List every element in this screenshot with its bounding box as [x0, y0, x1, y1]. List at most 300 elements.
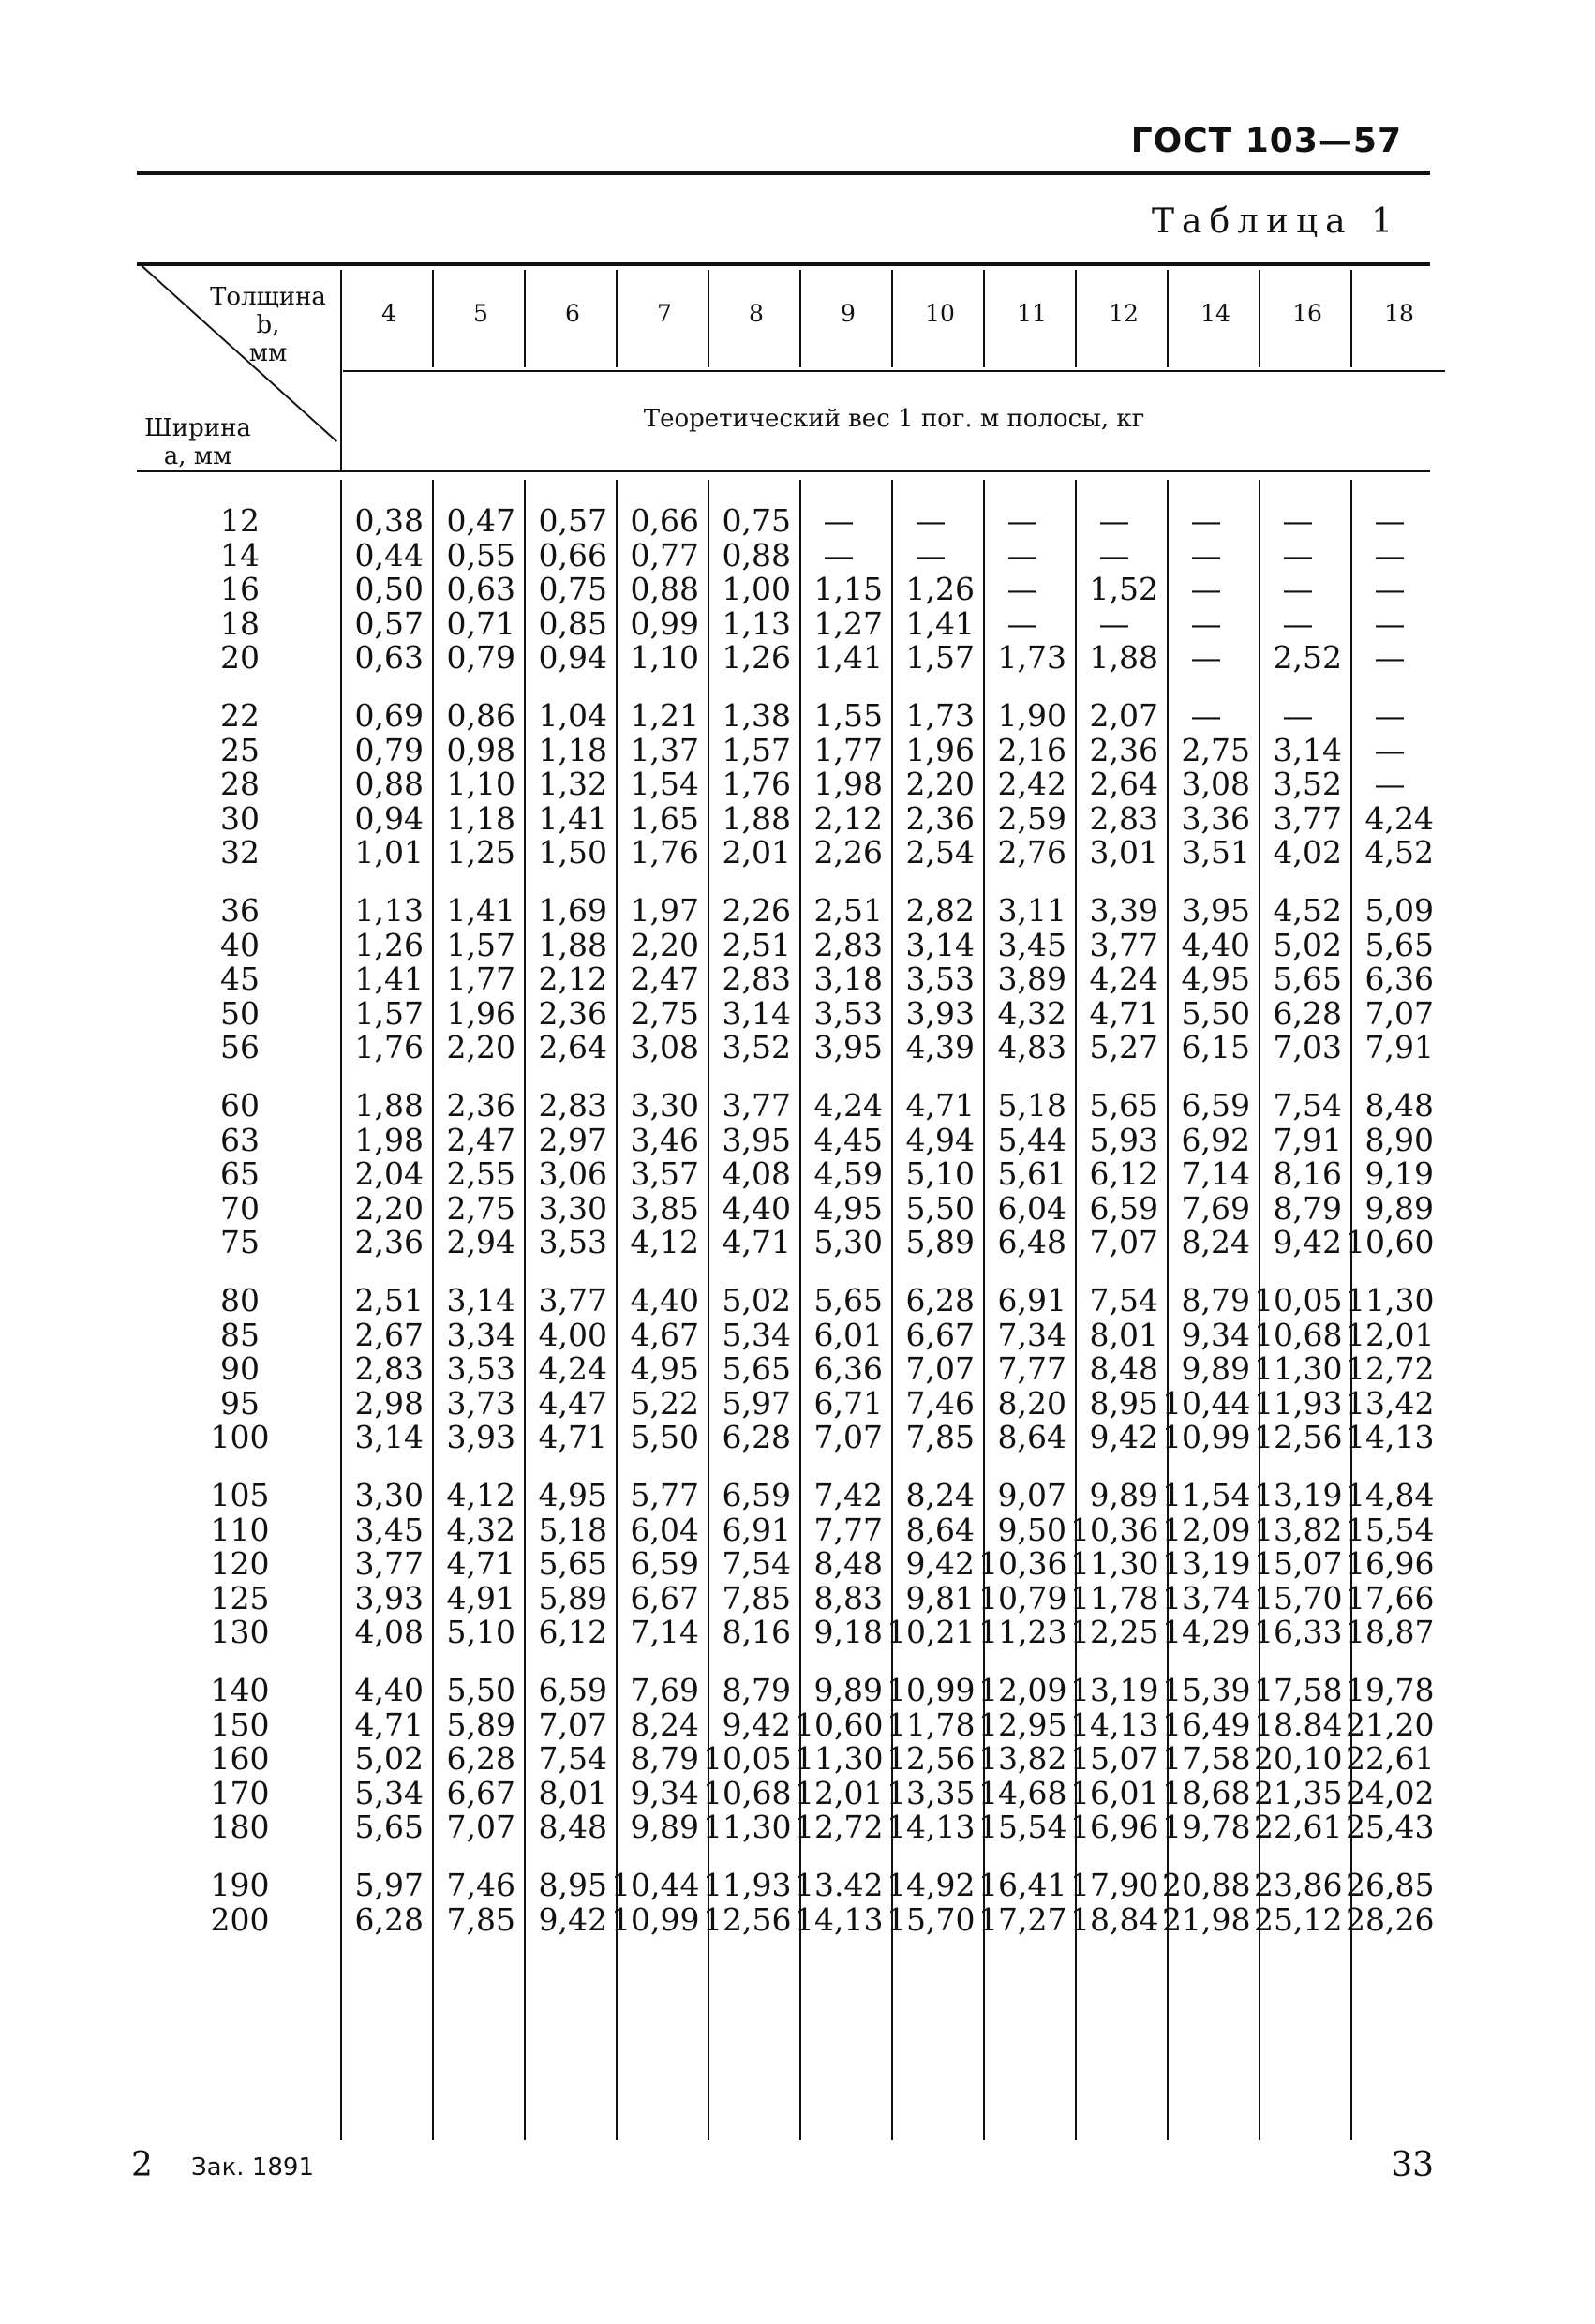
cell-w30-t10: 2,36	[905, 799, 975, 837]
cell-w14-t4: 0,44	[354, 536, 424, 574]
cell-w150-t14: 16,49	[1162, 1706, 1251, 1743]
cell-w90-t12: 8,48	[1089, 1350, 1158, 1388]
cell-w50-t18: 7,07	[1364, 994, 1434, 1032]
cell-w63-t9: 4,45	[813, 1121, 883, 1158]
cell-w90-t16: 11,30	[1254, 1350, 1343, 1388]
cell-w56-t14: 6,15	[1181, 1029, 1250, 1066]
cell-w190-t12: 17,90	[1070, 1867, 1159, 1903]
cell-w90-t14: 9,89	[1181, 1350, 1250, 1388]
cell-w100-t12: 9,42	[1089, 1419, 1158, 1456]
cell-w70-t11: 6,04	[997, 1189, 1066, 1227]
cell-w140-t12: 13,19	[1070, 1672, 1159, 1708]
cell-w90-t11: 7,77	[997, 1350, 1066, 1388]
cell-w180-t14: 19,78	[1162, 1809, 1251, 1846]
cell-w63-t4: 1,98	[354, 1121, 424, 1158]
cell-w95-t14: 10,44	[1162, 1384, 1251, 1422]
cell-w105-t14: 11,54	[1162, 1477, 1251, 1513]
cell-w28-t4: 0,88	[354, 766, 424, 803]
corner-width-line-1: а, мм	[163, 442, 232, 470]
cell-w160-t10: 12,56	[887, 1740, 976, 1778]
cell-w30-t9: 2,12	[813, 799, 883, 837]
cell-w20-t7: 1,10	[630, 639, 699, 677]
cell-w36-t12: 3,39	[1089, 892, 1158, 929]
cell-w32-t11: 2,76	[997, 834, 1066, 872]
cell-w63-t6: 2,97	[538, 1121, 607, 1158]
cell-w45-t7: 2,47	[630, 961, 699, 998]
cell-w170-t8: 10,68	[703, 1774, 792, 1811]
cell-w200-t18: 28,26	[1346, 1900, 1435, 1938]
thickness-col-16: 16	[1292, 300, 1322, 327]
cell-w85-t10: 6,67	[905, 1316, 975, 1353]
cell-w150-t5: 5,89	[446, 1706, 515, 1743]
cell-w140-t4: 4,40	[354, 1672, 424, 1708]
cell-w30-t8: 1,88	[722, 799, 791, 837]
cell-w170-t10: 13,35	[887, 1774, 976, 1811]
cell-w100-t16: 12,56	[1254, 1419, 1343, 1456]
cell-w105-t16: 13,19	[1254, 1477, 1343, 1513]
cell-w70-t4: 2,20	[354, 1189, 424, 1227]
cell-w60-t8: 3,77	[722, 1087, 791, 1124]
cell-w50-t10: 3,93	[905, 994, 975, 1032]
cell-w125-t7: 6,67	[630, 1579, 699, 1616]
cell-w36-t8: 2,26	[722, 892, 791, 929]
cell-w190-t7: 10,44	[611, 1867, 700, 1903]
cell-w25-t8: 1,57	[722, 731, 791, 768]
cell-w18-t18: —	[1374, 604, 1406, 642]
thickness-col-4: 4	[381, 300, 396, 327]
cell-w130-t9: 9,18	[813, 1614, 883, 1651]
cell-w22-t18: —	[1374, 697, 1406, 734]
row-width-20: 20	[220, 639, 260, 677]
cell-w85-t12: 8,01	[1089, 1316, 1158, 1353]
cell-w32-t9: 2,26	[813, 834, 883, 872]
cell-w56-t10: 4,39	[905, 1029, 975, 1066]
cell-w70-t6: 3,30	[538, 1189, 607, 1227]
row-width-63: 63	[220, 1121, 260, 1158]
cell-w18-t7: 0,99	[630, 604, 699, 642]
cell-w65-t5: 2,55	[446, 1155, 515, 1193]
cell-w25-t10: 1,96	[905, 731, 975, 768]
cell-w32-t7: 1,76	[630, 834, 699, 872]
cell-w75-t5: 2,94	[446, 1224, 515, 1261]
cell-w45-t9: 3,18	[813, 961, 883, 998]
cell-w65-t8: 4,08	[722, 1155, 791, 1193]
cell-w75-t9: 5,30	[813, 1224, 883, 1261]
cell-w30-t18: 4,24	[1364, 799, 1434, 837]
cell-w125-t9: 8,83	[813, 1579, 883, 1616]
row-width-160: 160	[210, 1740, 270, 1778]
row-width-140: 140	[210, 1672, 270, 1708]
row-width-22: 22	[220, 697, 260, 734]
cell-w14-t7: 0,77	[630, 536, 699, 574]
cell-w105-t18: 14,84	[1346, 1477, 1435, 1513]
thickness-col-12: 12	[1109, 300, 1139, 327]
thickness-col-9: 9	[841, 300, 856, 327]
cell-w110-t6: 5,18	[538, 1511, 607, 1548]
cell-w65-t10: 5,10	[905, 1155, 975, 1193]
cell-w28-t9: 1,98	[813, 766, 883, 803]
cell-w12-t4: 0,38	[354, 502, 424, 539]
cell-w80-t10: 6,28	[905, 1282, 975, 1318]
corner-width-line-0: Ширина	[144, 414, 251, 442]
cell-w150-t10: 11,78	[887, 1706, 976, 1743]
cell-w14-t16: —	[1282, 536, 1314, 574]
cell-w125-t6: 5,89	[538, 1579, 607, 1616]
cell-w45-t10: 3,53	[905, 961, 975, 998]
cell-w85-t8: 5,34	[722, 1316, 791, 1353]
cell-w22-t5: 0,86	[446, 697, 515, 734]
cell-w25-t14: 2,75	[1181, 731, 1250, 768]
cell-w110-t7: 6,04	[630, 1511, 699, 1548]
cell-w18-t4: 0,57	[354, 604, 424, 642]
cell-w18-t16: —	[1282, 604, 1314, 642]
cell-w16-t9: 1,15	[813, 571, 883, 608]
cell-w70-t18: 9,89	[1364, 1189, 1434, 1227]
row-width-32: 32	[220, 834, 260, 872]
cell-w16-t10: 1,26	[905, 571, 975, 608]
value-caption: Теоретический вес 1 пог. м полосы, кг	[643, 405, 1145, 433]
cell-w45-t8: 2,83	[722, 961, 791, 998]
cell-w56-t7: 3,08	[630, 1029, 699, 1066]
cell-w16-t6: 0,75	[538, 571, 607, 608]
cell-w40-t5: 1,57	[446, 926, 515, 963]
cell-w110-t10: 8,64	[905, 1511, 975, 1548]
header-mid-rule	[343, 370, 1445, 372]
cell-w95-t11: 8,20	[997, 1384, 1066, 1422]
cell-w50-t8: 3,14	[722, 994, 791, 1032]
cell-w16-t5: 0,63	[446, 571, 515, 608]
cell-w105-t7: 5,77	[630, 1477, 699, 1513]
cell-w56-t6: 2,64	[538, 1029, 607, 1066]
row-width-25: 25	[220, 731, 260, 768]
cell-w90-t10: 7,07	[905, 1350, 975, 1388]
cell-w30-t16: 3,77	[1273, 799, 1342, 837]
cell-w45-t6: 2,12	[538, 961, 607, 998]
cell-w20-t10: 1,57	[905, 639, 975, 677]
cell-w170-t7: 9,34	[630, 1774, 699, 1811]
row-width-70: 70	[220, 1189, 260, 1227]
row-width-150: 150	[210, 1706, 270, 1743]
cell-w30-t6: 1,41	[538, 799, 607, 837]
cell-w20-t9: 1,41	[813, 639, 883, 677]
cell-w28-t10: 2,20	[905, 766, 975, 803]
cell-w170-t12: 16,01	[1070, 1774, 1159, 1811]
cell-w100-t10: 7,85	[905, 1419, 975, 1456]
cell-w28-t18: —	[1374, 766, 1406, 803]
cell-w95-t12: 8,95	[1089, 1384, 1158, 1422]
cell-w170-t11: 14,68	[978, 1774, 1067, 1811]
cell-w50-t12: 4,71	[1089, 994, 1158, 1032]
cell-w60-t14: 6,59	[1181, 1087, 1250, 1124]
cell-w28-t14: 3,08	[1181, 766, 1250, 803]
cell-w160-t7: 8,79	[630, 1740, 699, 1778]
cell-w170-t4: 5,34	[354, 1774, 424, 1811]
cell-w36-t11: 3,11	[997, 892, 1066, 929]
cell-w100-t6: 4,71	[538, 1419, 607, 1456]
cell-w45-t16: 5,65	[1273, 961, 1342, 998]
cell-w50-t4: 1,57	[354, 994, 424, 1032]
cell-w63-t11: 5,44	[997, 1121, 1066, 1158]
cell-w105-t12: 9,89	[1089, 1477, 1158, 1513]
cell-w60-t5: 2,36	[446, 1087, 515, 1124]
cell-w16-t16: —	[1282, 571, 1314, 608]
cell-w32-t10: 2,54	[905, 834, 975, 872]
cell-w130-t10: 10,21	[887, 1614, 976, 1651]
cell-w120-t14: 13,19	[1162, 1545, 1251, 1583]
cell-w25-t6: 1,18	[538, 731, 607, 768]
cell-w63-t14: 6,92	[1181, 1121, 1250, 1158]
cell-w100-t11: 8,64	[997, 1419, 1066, 1456]
cell-w12-t8: 0,75	[722, 502, 791, 539]
cell-w75-t16: 9,42	[1273, 1224, 1342, 1261]
cell-w170-t16: 21,35	[1254, 1774, 1343, 1811]
cell-w20-t16: 2,52	[1273, 639, 1342, 677]
cell-w100-t7: 5,50	[630, 1419, 699, 1456]
cell-w36-t16: 4,52	[1273, 892, 1342, 929]
cell-w180-t12: 16,96	[1070, 1809, 1159, 1846]
cell-w160-t8: 10,05	[703, 1740, 792, 1778]
cell-w100-t8: 6,28	[722, 1419, 791, 1456]
cell-w56-t18: 7,91	[1364, 1029, 1434, 1066]
cell-w12-t6: 0,57	[538, 502, 607, 539]
cell-w60-t12: 5,65	[1089, 1087, 1158, 1124]
cell-w80-t11: 6,91	[997, 1282, 1066, 1318]
cell-w125-t18: 17,66	[1346, 1579, 1435, 1616]
corner-thickness-label	[193, 283, 343, 367]
cell-w30-t11: 2,59	[997, 799, 1066, 837]
cell-w56-t4: 1,76	[354, 1029, 424, 1066]
cell-w25-t18: —	[1374, 731, 1406, 768]
cell-w56-t16: 7,03	[1273, 1029, 1342, 1066]
cell-w150-t16: 18.84	[1254, 1706, 1343, 1743]
cell-w75-t6: 3,53	[538, 1224, 607, 1261]
cell-w14-t11: —	[1006, 536, 1038, 574]
cell-w45-t12: 4,24	[1089, 961, 1158, 998]
cell-w80-t16: 10,05	[1254, 1282, 1343, 1318]
cell-w200-t7: 10,99	[611, 1900, 700, 1938]
cell-w190-t16: 23,86	[1254, 1867, 1343, 1903]
cell-w56-t8: 3,52	[722, 1029, 791, 1066]
cell-w40-t10: 3,14	[905, 926, 975, 963]
cell-w95-t7: 5,22	[630, 1384, 699, 1422]
cell-w125-t12: 11,78	[1070, 1579, 1159, 1616]
cell-w75-t10: 5,89	[905, 1224, 975, 1261]
cell-w80-t5: 3,14	[446, 1282, 515, 1318]
cell-w50-t14: 5,50	[1181, 994, 1250, 1032]
cell-w160-t12: 15,07	[1070, 1740, 1159, 1778]
cell-w200-t9: 14,13	[795, 1900, 884, 1938]
row-width-18: 18	[220, 604, 260, 642]
cell-w18-t5: 0,71	[446, 604, 515, 642]
cell-w85-t6: 4,00	[538, 1316, 607, 1353]
cell-w120-t7: 6,59	[630, 1545, 699, 1583]
cell-w95-t4: 2,98	[354, 1384, 424, 1422]
cell-w32-t12: 3,01	[1089, 834, 1158, 872]
cell-w200-t14: 21,98	[1162, 1900, 1251, 1938]
cell-w105-t8: 6,59	[722, 1477, 791, 1513]
cell-w140-t9: 9,89	[813, 1672, 883, 1708]
cell-w60-t16: 7,54	[1273, 1087, 1342, 1124]
cell-w180-t4: 5,65	[354, 1809, 424, 1846]
cell-w120-t5: 4,71	[446, 1545, 515, 1583]
cell-w85-t14: 9,34	[1181, 1316, 1250, 1353]
cell-w85-t5: 3,34	[446, 1316, 515, 1353]
cell-w160-t18: 22,61	[1346, 1740, 1435, 1778]
cell-w140-t16: 17,58	[1254, 1672, 1343, 1708]
cell-w75-t18: 10,60	[1346, 1224, 1435, 1261]
cell-w90-t9: 6,36	[813, 1350, 883, 1388]
cell-w16-t4: 0,50	[354, 571, 424, 608]
sheet-mark: 2	[131, 2146, 153, 2184]
row-width-105: 105	[210, 1477, 270, 1513]
row-width-95: 95	[220, 1384, 260, 1422]
cell-w190-t11: 16,41	[978, 1867, 1067, 1903]
cell-w120-t16: 15,07	[1254, 1545, 1343, 1583]
cell-w200-t4: 6,28	[354, 1900, 424, 1938]
cell-w45-t4: 1,41	[354, 961, 424, 998]
cell-w105-t5: 4,12	[446, 1477, 515, 1513]
cell-w36-t5: 1,41	[446, 892, 515, 929]
cell-w16-t11: —	[1006, 571, 1038, 608]
row-width-120: 120	[210, 1545, 270, 1583]
row-width-16: 16	[220, 571, 260, 608]
row-width-60: 60	[220, 1087, 260, 1124]
cell-w25-t4: 0,79	[354, 731, 424, 768]
cell-w110-t14: 12,09	[1162, 1511, 1251, 1548]
cell-w150-t8: 9,42	[722, 1706, 791, 1743]
cell-w95-t5: 3,73	[446, 1384, 515, 1422]
cell-w40-t11: 3,45	[997, 926, 1066, 963]
page-number: 33	[1391, 2146, 1434, 2184]
cell-w75-t14: 8,24	[1181, 1224, 1250, 1261]
cell-w140-t7: 7,69	[630, 1672, 699, 1708]
cell-w22-t8: 1,38	[722, 697, 791, 734]
cell-w105-t10: 8,24	[905, 1477, 975, 1513]
cell-w65-t11: 5,61	[997, 1155, 1066, 1193]
cell-w130-t14: 14,29	[1162, 1614, 1251, 1651]
cell-w100-t14: 10,99	[1162, 1419, 1251, 1456]
cell-w75-t8: 4,71	[722, 1224, 791, 1261]
cell-w28-t8: 1,76	[722, 766, 791, 803]
cell-w160-t4: 5,02	[354, 1740, 424, 1778]
cell-w180-t7: 9,89	[630, 1809, 699, 1846]
cell-w190-t18: 26,85	[1346, 1867, 1435, 1903]
cell-w65-t6: 3,06	[538, 1155, 607, 1193]
cell-w16-t12: 1,52	[1089, 571, 1158, 608]
cell-w105-t6: 4,95	[538, 1477, 607, 1513]
cell-w18-t6: 0,85	[538, 604, 607, 642]
row-width-190: 190	[210, 1867, 270, 1903]
cell-w25-t16: 3,14	[1273, 731, 1342, 768]
cell-w170-t5: 6,67	[446, 1774, 515, 1811]
cell-w120-t10: 9,42	[905, 1545, 975, 1583]
cell-w50-t11: 4,32	[997, 994, 1066, 1032]
cell-w36-t6: 1,69	[538, 892, 607, 929]
cell-w110-t16: 13,82	[1254, 1511, 1343, 1548]
thickness-col-6: 6	[565, 300, 580, 327]
cell-w30-t12: 2,83	[1089, 799, 1158, 837]
header-bottom-rule	[137, 470, 1430, 472]
cell-w90-t6: 4,24	[538, 1350, 607, 1388]
cell-w40-t6: 1,88	[538, 926, 607, 963]
cell-w25-t9: 1,77	[813, 731, 883, 768]
cell-w100-t9: 7,07	[813, 1419, 883, 1456]
cell-w63-t12: 5,93	[1089, 1121, 1158, 1158]
cell-w190-t8: 11,93	[703, 1867, 792, 1903]
corner-width-label	[137, 414, 259, 470]
cell-w120-t4: 3,77	[354, 1545, 424, 1583]
cell-w70-t12: 6,59	[1089, 1189, 1158, 1227]
cell-w200-t11: 17,27	[978, 1900, 1067, 1938]
cell-w20-t12: 1,88	[1089, 639, 1158, 677]
cell-w200-t16: 25,12	[1254, 1900, 1343, 1938]
cell-w40-t14: 4,40	[1181, 926, 1250, 963]
cell-w28-t12: 2,64	[1089, 766, 1158, 803]
cell-w70-t10: 5,50	[905, 1189, 975, 1227]
cell-w80-t4: 2,51	[354, 1282, 424, 1318]
row-width-36: 36	[220, 892, 260, 929]
cell-w180-t6: 8,48	[538, 1809, 607, 1846]
row-width-110: 110	[210, 1511, 270, 1548]
table-caption: Таблица 1	[1152, 202, 1400, 241]
cell-w18-t9: 1,27	[813, 604, 883, 642]
row-width-130: 130	[210, 1614, 270, 1651]
cell-w25-t11: 2,16	[997, 731, 1066, 768]
cell-w130-t4: 4,08	[354, 1614, 424, 1651]
cell-w36-t9: 2,51	[813, 892, 883, 929]
cell-w22-t4: 0,69	[354, 697, 424, 734]
cell-w50-t6: 2,36	[538, 994, 607, 1032]
cell-w63-t16: 7,91	[1273, 1121, 1342, 1158]
cell-w95-t16: 11,93	[1254, 1384, 1343, 1422]
cell-w14-t12: —	[1098, 536, 1130, 574]
cell-w56-t11: 4,83	[997, 1029, 1066, 1066]
cell-w36-t18: 5,09	[1364, 892, 1434, 929]
cell-w65-t4: 2,04	[354, 1155, 424, 1193]
corner-thickness-line-1: b,	[256, 311, 280, 339]
cell-w22-t11: 1,90	[997, 697, 1066, 734]
cell-w85-t16: 10,68	[1254, 1316, 1343, 1353]
cell-w70-t8: 4,40	[722, 1189, 791, 1227]
cell-w25-t5: 0,98	[446, 731, 515, 768]
cell-w45-t18: 6,36	[1364, 961, 1434, 998]
cell-w56-t9: 3,95	[813, 1029, 883, 1066]
cell-w50-t7: 2,75	[630, 994, 699, 1032]
cell-w70-t14: 7,69	[1181, 1189, 1250, 1227]
cell-w140-t8: 8,79	[722, 1672, 791, 1708]
cell-w85-t9: 6,01	[813, 1316, 883, 1353]
cell-w45-t11: 3,89	[997, 961, 1066, 998]
cell-w36-t10: 2,82	[905, 892, 975, 929]
cell-w95-t9: 6,71	[813, 1384, 883, 1422]
cell-w110-t9: 7,77	[813, 1511, 883, 1548]
cell-w95-t8: 5,97	[722, 1384, 791, 1422]
thickness-col-8: 8	[749, 300, 764, 327]
order-number: Зак. 1891	[191, 2153, 315, 2182]
cell-w120-t9: 8,48	[813, 1545, 883, 1583]
cell-w20-t18: —	[1374, 639, 1406, 677]
cell-w30-t7: 1,65	[630, 799, 699, 837]
cell-w180-t11: 15,54	[978, 1809, 1067, 1846]
cell-w28-t16: 3,52	[1273, 766, 1342, 803]
cell-w12-t11: —	[1006, 502, 1038, 539]
cell-w150-t4: 4,71	[354, 1706, 424, 1743]
cell-w180-t10: 14,13	[887, 1809, 976, 1846]
cell-w125-t11: 10,79	[978, 1579, 1067, 1616]
cell-w200-t12: 18,84	[1070, 1900, 1159, 1938]
cell-w12-t7: 0,66	[630, 502, 699, 539]
cell-w36-t14: 3,95	[1181, 892, 1250, 929]
